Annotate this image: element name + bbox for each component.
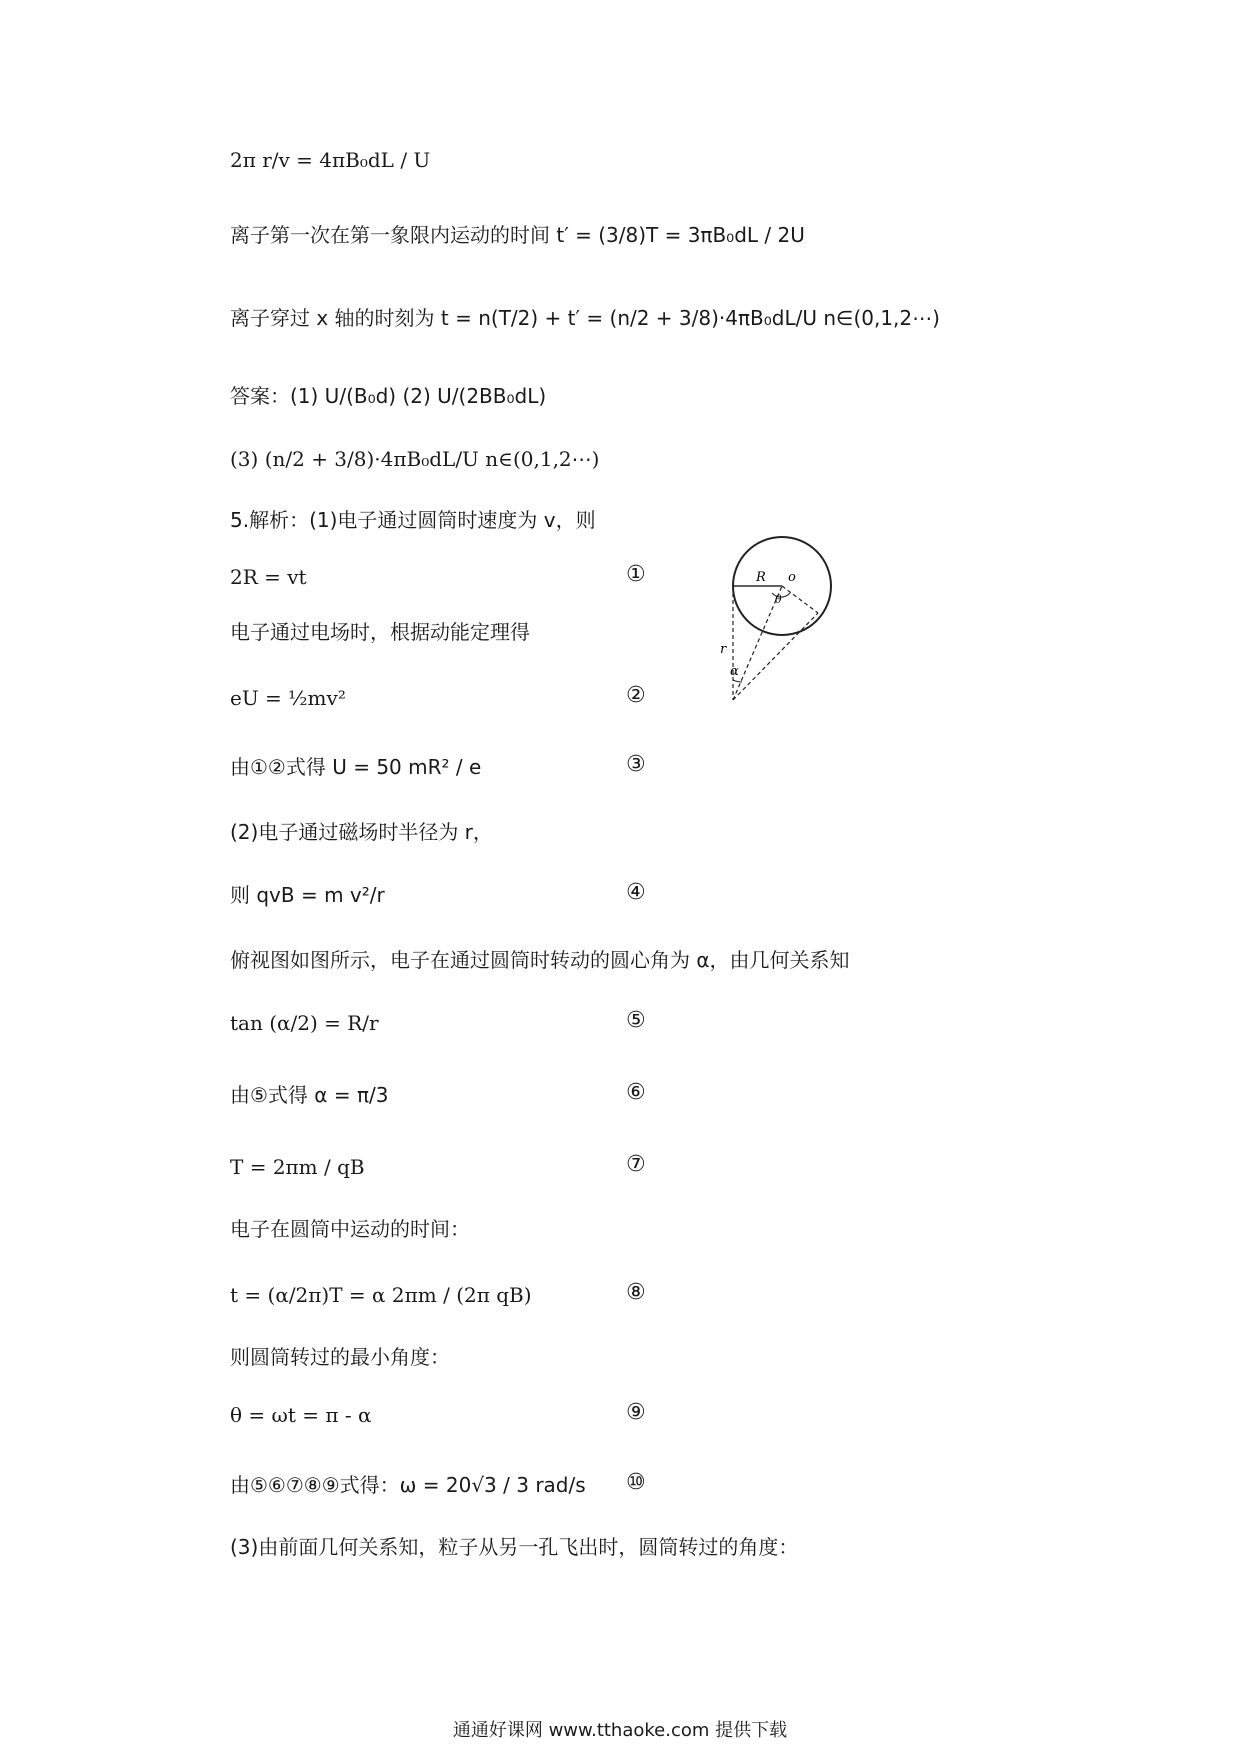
text-answers-1-2: 答案：(1) U/(B₀d) (2) U/(2BB₀dL) <box>230 384 547 408</box>
text-time-in-cylinder: 电子在圆筒中运动的时间： <box>230 1217 470 1241</box>
text-top-view: 俯视图如图所示，电子在通过圆筒时转动的圆心角为 α，由几何关系知 <box>230 948 850 972</box>
equation-10: 由⑤⑥⑦⑧⑨式得：ω = 20√3 / 3 rad/s <box>230 1473 586 1497</box>
exit-point-line <box>782 586 818 613</box>
text-electric-field: 电子通过电场时，根据动能定理得 <box>230 620 530 644</box>
equation-2: eU = ½mv² <box>230 686 346 710</box>
text-min-rotation-angle: 则圆筒转过的最小角度： <box>230 1345 450 1369</box>
equation-6: 由⑤式得 α = π/3 <box>230 1083 389 1107</box>
equation-4: 则 qvB = m v²/r <box>230 883 385 907</box>
exit-radius-line <box>733 613 818 700</box>
marker-1: ① <box>626 562 646 587</box>
page-footer: 通通好课网 www.tthaoke.com 提供下载 <box>452 1720 788 1741</box>
marker-7: ⑦ <box>626 1152 646 1177</box>
marker-4: ④ <box>626 880 646 905</box>
text-solution-5-intro: 5.解析：(1)电子通过圆筒时速度为 v，则 <box>230 508 596 532</box>
marker-3: ③ <box>626 752 646 777</box>
marker-6: ⑥ <box>626 1080 646 1105</box>
marker-9: ⑨ <box>626 1400 646 1425</box>
equation-8: t = (α/2π)T = α 2πm / (2π qB) <box>230 1283 532 1307</box>
equation-5: tan (α/2) = R/r <box>230 1011 379 1035</box>
equation-1: 2R = vt <box>230 565 307 589</box>
label-theta: θ <box>775 593 782 606</box>
label-alpha: α <box>730 664 739 679</box>
text-magnetic-radius: (2)电子通过磁场时半径为 r， <box>230 820 493 844</box>
alpha-arc <box>733 680 742 682</box>
top-view-diagram <box>700 535 840 710</box>
equation-7: T = 2πm / qB <box>230 1155 365 1179</box>
marker-5: ⑤ <box>626 1008 646 1033</box>
label-r: r <box>720 642 727 657</box>
label-o: o <box>788 570 796 585</box>
label-R: R <box>756 570 766 585</box>
text-x-axis-crossing-time: 离子穿过 x 轴的时刻为 t = n(T/2) + t′ = (n/2 + 3/8)·4πB₀dL/U n∈(0,1,2⋯) <box>230 306 940 330</box>
marker-10: ⑩ <box>626 1470 646 1495</box>
marker-8: ⑧ <box>626 1280 646 1305</box>
text-first-quadrant-time: 离子第一次在第一象限内运动的时间 t′ = (3/8)T = 3πB₀dL / 2U <box>230 223 805 247</box>
marker-2: ② <box>626 683 646 708</box>
equation-9: θ = ωt = π - α <box>230 1403 372 1427</box>
text-answer-3: (3) (n/2 + 3/8)·4πB₀dL/U n∈(0,1,2⋯) <box>230 447 600 471</box>
equation-period: 2π r/v = 4πB₀dL / U <box>230 148 431 172</box>
equation-3: 由①②式得 U = 50 mR² / e <box>230 755 482 779</box>
text-part-3: (3)由前面几何关系知，粒子从另一孔飞出时，圆筒转过的角度： <box>230 1535 799 1559</box>
